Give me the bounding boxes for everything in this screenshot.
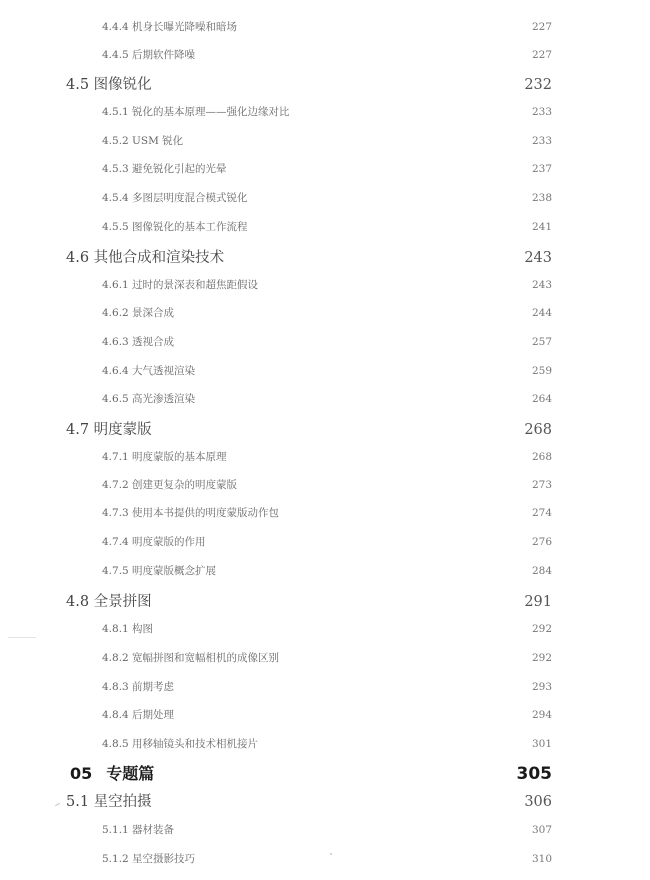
chapter-title: 专题篇 <box>106 764 155 783</box>
toc-entry-title: 4.5 图像锐化 <box>66 77 152 93</box>
toc-entry-title <box>70 762 154 786</box>
toc-page-number: 306 <box>524 794 552 810</box>
toc-entry-title: 4.8 全景拼图 <box>66 594 152 610</box>
toc-subsection-row <box>0 100 650 124</box>
toc-page-number: 237 <box>531 163 552 175</box>
toc-subsection-row <box>0 215 650 239</box>
toc-page-number: 243 <box>524 250 552 266</box>
toc-entry-title: 4.6.4 大气透视渲染 <box>102 365 196 377</box>
toc-subsection-row <box>0 273 650 297</box>
ink-dot <box>330 853 332 855</box>
toc-page-number: 268 <box>524 422 552 438</box>
toc-subsection-row <box>0 501 650 525</box>
toc-subsection-row <box>0 359 650 383</box>
toc-page-number: 233 <box>531 106 552 118</box>
toc-entry-title: 4.7.1 明度蒙版的基本原理 <box>102 451 227 463</box>
toc-page-number: 241 <box>531 221 552 233</box>
toc-page-number: 257 <box>531 336 552 348</box>
toc-entry-title: 4.5.5 图像锐化的基本工作流程 <box>102 221 248 233</box>
toc-subsection-row <box>0 157 650 181</box>
toc-section-row <box>0 790 650 814</box>
toc-entry-title: 5.1.2 星空摄影技巧 <box>102 853 196 865</box>
toc-chapter-row <box>0 762 650 786</box>
toc-page-number: 227 <box>531 49 552 61</box>
toc-page-number: 292 <box>531 652 552 664</box>
toc-page-number: 301 <box>531 738 552 750</box>
toc-subsection-row <box>0 847 650 871</box>
toc-page-number: 273 <box>531 479 552 491</box>
toc-subsection-row <box>0 186 650 210</box>
toc-entry-title: 4.6.5 高光渗透渲染 <box>102 393 196 405</box>
toc-page-number: 227 <box>531 21 552 33</box>
toc-entry-title: 4.8.1 构图 <box>102 623 154 635</box>
toc-entry-title: 4.6 其他合成和渲染技术 <box>66 250 225 266</box>
toc-section-row <box>0 73 650 97</box>
toc-subsection-row <box>0 617 650 641</box>
toc-subsection-row <box>0 445 650 469</box>
toc-page-number: 259 <box>531 365 552 377</box>
toc-entry-title: 4.6.1 过时的景深表和超焦距假设 <box>102 279 259 291</box>
toc-entry-title: 4.8.2 宽幅拼图和宽幅相机的成像区别 <box>102 652 280 664</box>
toc-subsection-row <box>0 818 650 842</box>
toc-subsection-row <box>0 559 650 583</box>
toc-page-number: 264 <box>531 393 552 405</box>
toc-section-row <box>0 590 650 614</box>
toc-subsection-row <box>0 646 650 670</box>
toc-page-number: 244 <box>531 307 552 319</box>
toc-subsection-row <box>0 473 650 497</box>
toc-entry-title: 4.5.3 避免锐化引起的光晕 <box>102 163 227 175</box>
toc-entry-title: 4.8.5 用移轴镜头和技术相机接片 <box>102 738 259 750</box>
toc-page-number: 284 <box>531 565 552 577</box>
toc-subsection-row <box>0 675 650 699</box>
toc-section-row <box>0 418 650 442</box>
toc-subsection-row <box>0 129 650 153</box>
toc-page-number: 292 <box>531 623 552 635</box>
chapter-number: 05 <box>70 764 93 783</box>
toc-subsection-row <box>0 703 650 727</box>
toc-subsection-row <box>0 330 650 354</box>
toc-page-number: 291 <box>524 594 552 610</box>
toc-page-number: 294 <box>531 709 552 721</box>
toc-entry-title: 4.7 明度蒙版 <box>66 422 152 438</box>
toc-page-number: 238 <box>531 192 552 204</box>
toc-entry-title: 4.8.3 前期考虑 <box>102 681 175 693</box>
toc-page-number: 293 <box>531 681 552 693</box>
toc-page-number: 274 <box>531 507 552 519</box>
toc-page-number: 276 <box>531 536 552 548</box>
toc-entry-title: 4.6.3 透视合成 <box>102 336 175 348</box>
toc-entry-title: 5.1.1 器材装备 <box>102 824 175 836</box>
toc-subsection-row <box>0 43 650 67</box>
toc-entry-title: 4.7.2 创建更复杂的明度蒙版 <box>102 479 238 491</box>
toc-entry-title: 4.5.4 多图层明度混合模式锐化 <box>102 192 248 204</box>
toc-entry-title: 4.5.2 USM 锐化 <box>102 135 184 147</box>
toc-subsection-row <box>0 15 650 39</box>
toc-page-number: 305 <box>516 764 552 784</box>
toc-subsection-row <box>0 301 650 325</box>
toc-entry-title: 4.7.5 明度蒙版概念扩展 <box>102 565 217 577</box>
toc-entry-title: 4.8.4 后期处理 <box>102 709 175 721</box>
toc-entry-title: 4.5.1 锐化的基本原理——强化边缘对比 <box>102 106 290 118</box>
toc-subsection-row <box>0 530 650 554</box>
toc-entry-title: 4.7.3 使用本书提供的明度蒙版动作包 <box>102 507 280 519</box>
toc-page-number: 233 <box>531 135 552 147</box>
page-edge-mark <box>8 637 36 638</box>
toc-page-number: 307 <box>531 824 552 836</box>
toc-subsection-row <box>0 732 650 756</box>
toc-section-row <box>0 246 650 270</box>
toc-page-number: 310 <box>531 853 552 865</box>
toc-page-number: 232 <box>524 77 552 93</box>
toc-entry-title: 5.1 星空拍摄 <box>66 794 152 810</box>
toc-entry-title: 4.4.5 后期软件降噪 <box>102 49 196 61</box>
toc-entry-title: 4.7.4 明度蒙版的作用 <box>102 536 206 548</box>
toc-page-number: 243 <box>531 279 552 291</box>
toc-entry-title: 4.4.4 机身长曝光降噪和暗场 <box>102 21 238 33</box>
toc-entry-title: 4.6.2 景深合成 <box>102 307 175 319</box>
toc-subsection-row <box>0 387 650 411</box>
toc-page-number: 268 <box>531 451 552 463</box>
